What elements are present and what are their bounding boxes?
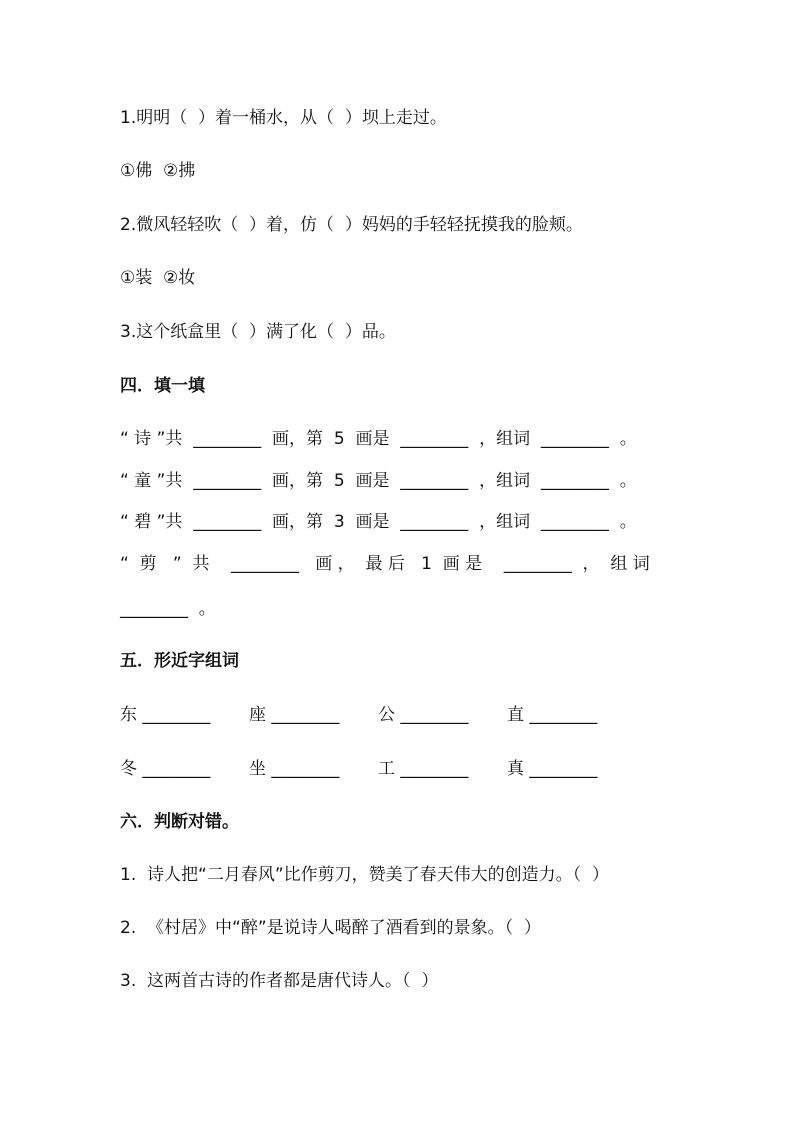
question-3: 3.这个纸盒里（ ）满了化（ ）品。 xyxy=(120,322,396,342)
question-2-options: ①装 ②妆 xyxy=(120,268,196,288)
question-1-options: ①佛 ②拂 xyxy=(120,161,196,181)
judge-item-1: 1. 诗人把“二月春风”比作剪刀，赞美了春天伟大的创造力。（ ） xyxy=(120,865,609,885)
question-1: 1.明明（ ）着一桶水，从（ ）坝上走过。 xyxy=(120,108,447,128)
word-group-item: 座 ________ xyxy=(249,705,340,725)
section-5-title: 五．形近字组词 xyxy=(120,651,239,671)
word-group-item: 直 ________ xyxy=(507,705,598,725)
fill-line-2: “ 童 ”共 ________ 画，第 5 画是 ________ ，组词 ________ 。 xyxy=(120,471,637,491)
section-4-title: 四．填一填 xyxy=(120,376,205,396)
word-group-item: 真 ________ xyxy=(507,759,598,779)
fill-line-3: “ 碧 ”共 ________ 画，第 3 画是 ________ ，组词 ________ 。 xyxy=(120,512,637,532)
judge-item-2: 2. 《村居》中“醉”是说诗人喝醉了酒看到的景象。（ ） xyxy=(120,918,541,938)
fill-line-4: “ 剪 ” 共 ________ 画 ， 最 后 1 画 是 ________ ， 组 词 xyxy=(120,554,650,574)
section-6-title: 六．判断对错。 xyxy=(120,812,239,832)
word-group-item: 公 ________ xyxy=(378,705,469,725)
word-group-item: 工 ________ xyxy=(378,759,469,779)
word-group-item: 东 ________ xyxy=(120,705,211,725)
word-group-item: 坐 ________ xyxy=(249,759,340,779)
fill-line-1: “ 诗 ”共 ________ 画，第 5 画是 ________ ，组词 ________ 。 xyxy=(120,429,637,449)
fill-line-4-continued: ________ 。 xyxy=(120,599,216,619)
question-2: 2.微风轻轻吹（ ）着，仿（ ）妈妈的手轻轻抚摸我的脸颊。 xyxy=(120,215,583,235)
judge-item-3: 3. 这两首古诗的作者都是唐代诗人。（ ） xyxy=(120,971,439,991)
word-group-item: 冬 ________ xyxy=(120,759,211,779)
